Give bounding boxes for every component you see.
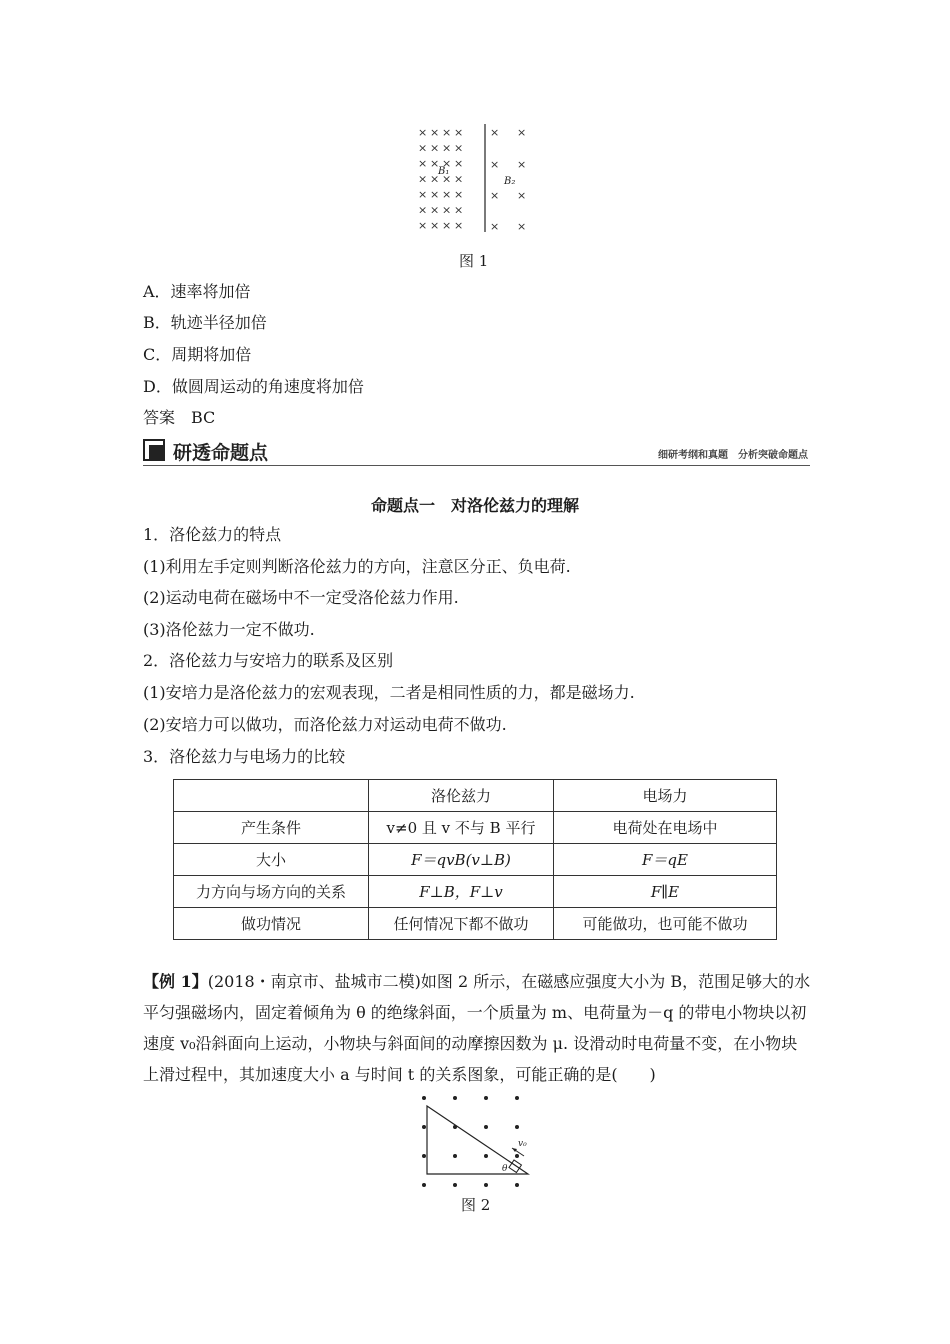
- field-cross: ×: [418, 126, 428, 139]
- option-c: C．周期将加倍: [143, 345, 252, 364]
- field-dot: [515, 1125, 519, 1129]
- example-text: (2018・南京市、盐城市二模)如图 2 所示，在磁感应强度大小为 B，范围足够大的水平匀强磁场内，固定着倾角为 θ 的绝缘斜面，一个质量为 m、电荷量为－q 的带电小物块以初速度 v₀沿斜面向上运动，小物块与斜面间的动摩擦因数为 μ. 设滑动时电荷量不变，在小物块上滑过程中，其加速度大小 a 与时间 t 的关系图象，可能正确的是( ): [143, 972, 811, 1084]
- field-dot: [484, 1096, 488, 1100]
- field-cross: ×: [454, 203, 464, 217]
- option-d: D．做圆周运动的角速度将加倍: [143, 377, 364, 396]
- field-dot: [484, 1125, 488, 1129]
- option-b: B．轨迹半径加倍: [143, 313, 267, 332]
- field-dot: [422, 1096, 426, 1100]
- field-cross: ×: [454, 188, 464, 201]
- field-cross: ×: [418, 188, 428, 201]
- field-cross: ×: [430, 157, 440, 170]
- table-cell: 做功情况: [174, 908, 369, 940]
- figure-1-caption: 图 1: [459, 252, 489, 270]
- table-cell: 任何情况下都不做功: [369, 908, 554, 940]
- point-1: 1．洛伦兹力的特点: [143, 525, 282, 544]
- field-cross: ×: [430, 126, 440, 139]
- section-divider: [143, 465, 810, 466]
- field-cross: ×: [442, 188, 452, 201]
- answer: 答案 BC: [143, 408, 216, 427]
- field-dot: [453, 1183, 457, 1187]
- field-cross: ×: [517, 220, 527, 233]
- field-cross: ×: [430, 141, 440, 155]
- field-cross: ×: [517, 189, 527, 202]
- table-row: [174, 812, 777, 844]
- section-square-icon: [143, 439, 165, 461]
- field-cross: ×: [442, 172, 452, 186]
- field-cross: ×: [454, 219, 464, 232]
- label-v0: v₀: [518, 1139, 527, 1149]
- figure-2-caption: 图 2: [461, 1196, 491, 1214]
- field-cross: ×: [418, 172, 428, 186]
- section-title: 研透命题点: [173, 442, 269, 464]
- section-header: [143, 436, 810, 466]
- example-problem: [143, 966, 811, 1090]
- topic-heading: 命题点一 对洛伦兹力的理解: [370, 496, 579, 515]
- point-2-2: (2)安培力可以做功，而洛伦兹力对运动电荷不做功.: [143, 715, 507, 734]
- figure-1-field-diagram: [410, 122, 540, 234]
- field-cross: ×: [454, 172, 464, 186]
- field-cross: ×: [430, 203, 440, 217]
- table-cell: 大小: [174, 844, 369, 876]
- field-cross: ×: [517, 126, 527, 139]
- point-1-2: (2)运动电荷在磁场中不一定受洛伦兹力作用.: [143, 588, 459, 607]
- point-3: 3．洛伦兹力与电场力的比较: [143, 747, 346, 766]
- field-dot: [515, 1096, 519, 1100]
- field-cross: ×: [418, 219, 428, 232]
- field-cross: ×: [442, 141, 452, 155]
- field-cross: ×: [442, 203, 452, 217]
- field-cross: ×: [490, 220, 500, 233]
- field-cross: ×: [430, 219, 440, 232]
- field-cross: ×: [430, 188, 440, 201]
- option-a: A．速率将加倍: [143, 282, 251, 301]
- table-row: [174, 876, 777, 908]
- field-cross: ×: [454, 126, 464, 139]
- field-dot: [484, 1183, 488, 1187]
- field-dot: [422, 1154, 426, 1158]
- table-cell: F∥E: [554, 876, 777, 908]
- field-dot: [515, 1183, 519, 1187]
- field-cross: ×: [418, 141, 428, 155]
- table-cell: 可能做功，也可能不做功: [554, 908, 777, 940]
- table-cell: v≠0 且 v 不与 B 平行: [369, 812, 554, 844]
- field-dot: [453, 1154, 457, 1158]
- label-theta: θ: [502, 1164, 508, 1174]
- table-row: [174, 844, 777, 876]
- field-dot: [422, 1125, 426, 1129]
- point-2-1: (1)安培力是洛伦兹力的宏观表现，二者是相同性质的力，都是磁场力.: [143, 683, 635, 702]
- table-cell: 力方向与场方向的关系: [174, 876, 369, 908]
- incline-triangle: [427, 1106, 528, 1174]
- figure-2-incline-diagram: [412, 1094, 537, 1189]
- field-b1-crosses: [418, 126, 463, 232]
- section-subtitle: 细研考纲和真题 分析突破命题点: [658, 450, 808, 461]
- field-cross: ×: [418, 157, 428, 170]
- point-2: 2．洛伦兹力与安培力的联系及区别: [143, 651, 394, 670]
- point-1-3: (3)洛伦兹力一定不做功.: [143, 620, 315, 639]
- table-row: [174, 908, 777, 940]
- table-header-row: [174, 780, 777, 812]
- field-cross: ×: [418, 203, 428, 217]
- field-cross: ×: [430, 172, 440, 186]
- comparison-table: [173, 779, 777, 940]
- field-dot: [515, 1154, 519, 1158]
- field-cross: ×: [454, 157, 464, 170]
- example-tag: 【例 1】: [143, 972, 208, 991]
- table-cell: F＝qvB(v⊥B): [369, 844, 554, 876]
- field-cross: ×: [490, 158, 500, 171]
- field-dot: [484, 1154, 488, 1158]
- label-b2: B₂: [504, 176, 516, 187]
- field-cross: ×: [490, 126, 500, 139]
- table-cell: 电荷处在电场中: [554, 812, 777, 844]
- field-cross: ×: [517, 158, 527, 171]
- field-cross: ×: [442, 157, 452, 170]
- table-cell: 产生条件: [174, 812, 369, 844]
- field-cross: ×: [490, 189, 500, 202]
- table-header-cell: [174, 780, 369, 812]
- field-dot: [453, 1096, 457, 1100]
- field-cross: ×: [442, 126, 452, 139]
- field-cross: ×: [454, 141, 464, 155]
- label-b1: B₁: [438, 166, 450, 177]
- table-cell: F⊥B，F⊥v: [369, 876, 554, 908]
- table-cell: F＝qE: [554, 844, 777, 876]
- field-cross: ×: [442, 219, 452, 232]
- table-header-cell: 洛伦兹力: [369, 780, 554, 812]
- point-1-1: (1)利用左手定则判断洛伦兹力的方向，注意区分正、负电荷.: [143, 557, 571, 576]
- field-dot: [422, 1183, 426, 1187]
- table-header-cell: 电场力: [554, 780, 777, 812]
